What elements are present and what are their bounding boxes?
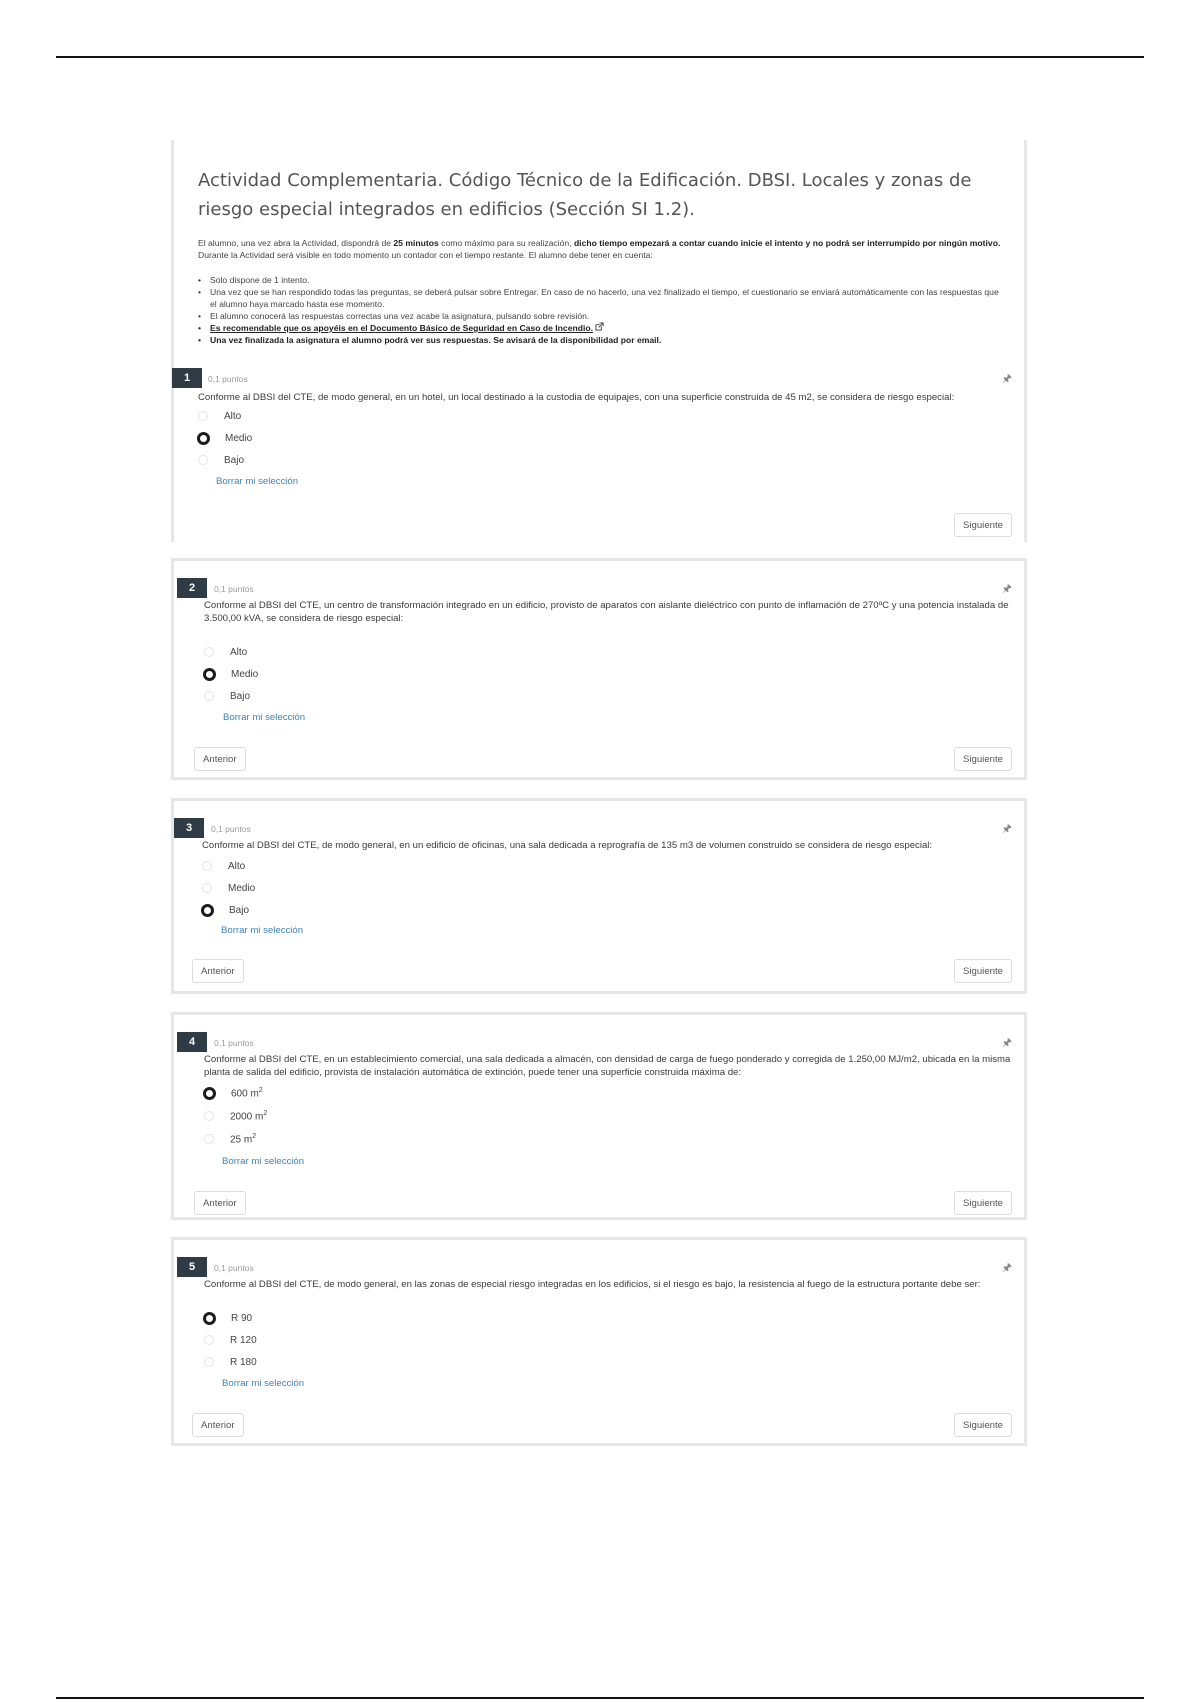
instruction-item: • Solo dispone de 1 intento. [198,274,1006,286]
question-text: Conforme al DBSI del CTE, en un establecimiento comercial, una sala dedicada a almacén, con densidad de carga de fuego ponderado y corregida de 1.250,00 MJ/m2, ubicada en la misma planta de salida del edificio, provista de instalación automática de extinción, puede tener una superficie construida máxima de: [204,1054,1011,1078]
answer-option[interactable] [204,1353,257,1371]
question-points: 0,1 puntos [208,374,248,384]
option-label [230,1133,256,1145]
activity-title: Actividad Complementaria. Código Técnico de la Edificación. DBSI. Locales y zonas de riesgo especial integrados en edificios (Sección SI 1.2). [198,170,972,220]
question-text: Conforme al DBSI del CTE, un centro de transformación integrado en un edificio, provisto de aparatos con aislante dieléctrico con punto de inflamación de 270ºC y una potencia instalada de 3.500,00 kVA, se considera de riesgo especial: [204,600,1009,624]
instruction-item: • Una vez que se han respondido todas las preguntas, se deberá pulsar sobre Entregar. En caso de no hacerlo, una vez finalizado el tiempo, el cuestionario se enviará automáticamente con las respuestas que el alumno haya marcado hasta ese momento. [198,286,1006,310]
radio-button[interactable] [204,691,214,701]
radio-button[interactable] [202,883,212,893]
option-value: 600 m [231,1088,259,1100]
question-text: Conforme al DBSI del CTE, de modo general, en las zonas de especial riesgo integradas en los edificios, si el riesgo es bajo, la resistencia al fuego de la estructura portante debe ser: [204,1279,981,1290]
pin-icon[interactable]: 🖈 [1001,1037,1012,1049]
answer-option[interactable] [204,1107,267,1125]
option-label: Medio [231,668,259,680]
next-button[interactable]: Siguiente [954,1413,1012,1437]
radio-button[interactable] [204,1134,214,1144]
document-link[interactable]: Es recomendable que os apoyéis en el Documento Básico de Seguridad en Caso de Incendio. [210,323,594,333]
radio-button[interactable] [202,861,212,871]
answer-option[interactable] [204,1130,256,1148]
option-label: Alto [228,860,246,872]
option-label: R 120 [230,1334,257,1346]
radio-button-selected[interactable] [203,1312,216,1325]
clear-selection-link[interactable]: Borrar mi selección [223,712,306,723]
question-points: 0,1 puntos [214,1263,254,1273]
answer-option[interactable] [204,643,247,661]
radio-button-selected[interactable] [203,668,216,681]
instructions-list [198,274,1006,346]
question-text: Conforme al DBSI del CTE, de modo general, en un hotel, un local destinado a la custodia de equipajes, con una superficie construida de 45 m2, se considera de riesgo especial: [198,392,955,403]
previous-button[interactable]: Anterior [192,1413,244,1437]
option-label: R 180 [230,1356,257,1368]
question-card [171,1237,1027,1446]
instruction-item: • El alumno conocerá las respuestas correctas una vez acabe la asignatura, pulsando sobre revisión. [198,310,1006,322]
page-top-rule [56,56,1144,58]
question-points: 0,1 puntos [214,1038,254,1048]
pin-icon[interactable]: 🖈 [1001,373,1012,385]
radio-button[interactable] [204,1335,214,1345]
answer-option[interactable] [204,687,250,705]
option-label: Bajo [230,690,251,702]
question-card [171,798,1027,994]
question-text: Conforme al DBSI del CTE, de modo general, en un edificio de oficinas, una sala dedicada a reprografía de 135 m3 de volumen construido se considera de riesgo especial: [202,840,933,851]
option-label: Medio [228,882,256,894]
answer-option[interactable] [204,1309,252,1327]
option-value: 25 m [230,1134,253,1146]
question-card [171,1012,1027,1220]
answer-option[interactable] [198,407,241,425]
previous-button[interactable]: Anterior [192,959,244,983]
pin-icon[interactable]: 🖈 [1001,583,1012,595]
page-bottom-rule [56,1697,1144,1699]
question-number-badge: 5 [177,1257,207,1277]
radio-button-selected[interactable] [203,1087,216,1100]
previous-button[interactable]: Anterior [194,1191,246,1215]
option-label: Bajo [224,454,245,466]
instructions-warning: dicho tiempo empezará a contar cuando inicie el intento y no podrá ser interrumpido por ningún motivo. [573,238,1001,248]
next-button[interactable]: Siguiente [954,513,1012,537]
radio-button[interactable] [204,1111,214,1121]
activity-instructions [198,237,1006,261]
pin-icon[interactable]: 🖈 [1001,823,1012,835]
next-button[interactable]: Siguiente [954,1191,1012,1215]
option-label [230,1110,267,1122]
option-label: Medio [225,432,253,444]
instructions-text-2: como máximo para su realización, [438,238,574,248]
option-label: Alto [230,646,248,658]
option-label: Alto [224,410,242,422]
question-number-badge: 3 [174,818,204,838]
radio-button[interactable] [204,1357,214,1367]
question-points: 0,1 puntos [214,584,254,594]
question-number-badge: 2 [177,578,207,598]
radio-button[interactable] [198,455,208,465]
external-link-icon [595,322,604,331]
clear-selection-link[interactable]: Borrar mi selección [222,1156,305,1167]
instructions-time: 25 minutos [393,238,439,248]
question-card [171,558,1027,780]
clear-selection-link[interactable]: Borrar mi selección [216,476,299,487]
option-unit-exponent: 2 [258,1086,263,1094]
next-button[interactable]: Siguiente [954,959,1012,983]
radio-button[interactable] [204,647,214,657]
option-label: Bajo [229,904,250,916]
instructions-text-1: El alumno, una vez abra la Actividad, dispondrá de [198,238,394,248]
clear-selection-link[interactable]: Borrar mi selección [222,1378,305,1389]
pin-icon[interactable]: 🖈 [1001,1262,1012,1274]
option-unit-exponent: 2 [252,1132,257,1140]
answer-option[interactable] [202,901,249,919]
answer-option[interactable] [202,879,255,897]
option-value: 2000 m [230,1111,264,1123]
option-label: R 90 [231,1312,253,1324]
option-unit-exponent: 2 [263,1109,268,1117]
answer-option[interactable] [202,857,245,875]
radio-button[interactable] [198,411,208,421]
option-label [231,1087,263,1099]
previous-button[interactable]: Anterior [194,747,246,771]
answer-option[interactable] [198,451,244,469]
instructions-text-3: Durante la Actividad será visible en todo momento un contador con el tiempo restante. El alumno debe tener en cuenta: [198,250,653,260]
next-button[interactable]: Siguiente [954,747,1012,771]
radio-button-selected[interactable] [201,904,214,917]
question-points: 0,1 puntos [211,824,251,834]
instruction-item: • Una vez finalizada la asignatura el alumno podrá ver sus respuestas. Se avisará de la disponibilidad por email. [198,334,1006,346]
answer-option[interactable] [204,665,258,683]
radio-button-selected[interactable] [197,432,210,445]
question-number-badge: 4 [177,1032,207,1052]
instruction-item-link[interactable] [198,322,1006,334]
answer-option[interactable] [198,429,252,447]
answer-option[interactable] [204,1331,257,1349]
clear-selection-link[interactable]: Borrar mi selección [221,925,304,936]
activity-intro [171,140,1027,542]
answer-option[interactable] [204,1084,263,1102]
question-number-badge: 1 [172,368,202,388]
